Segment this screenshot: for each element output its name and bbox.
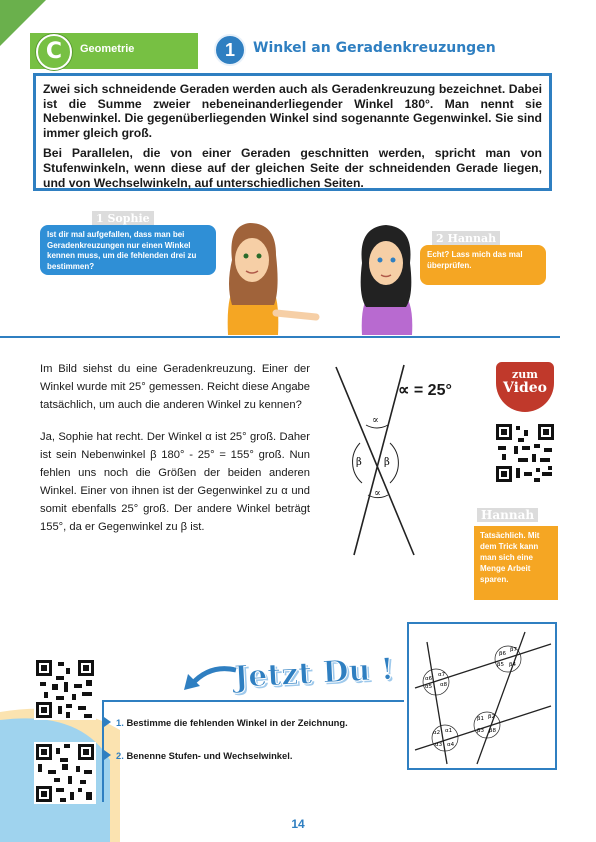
- angle-label-b7: β7: [510, 647, 518, 653]
- angle-label-b2: β2: [488, 714, 496, 720]
- angle-label-a4: α4: [447, 742, 455, 748]
- main-paragraph-1: Im Bild siehst du eine Geradenkreuzung. Einer der Winkel wurde mit 25° gemessen. Reicht diese Angabe tatsächlich, um auch die anderen Winkel zu kennen?: [40, 363, 310, 411]
- hannah-note: [474, 526, 558, 600]
- section-number: 1: [214, 34, 246, 66]
- sophie-speech-text: Ist dir mal aufgefallen, dass man bei Geradenkreuzungen nur einen Winkel kennen muss, um die fehlenden drei zu bestimmen?: [47, 230, 197, 271]
- section-title: Winkel an Geradenkreuzungen: [253, 40, 496, 56]
- angle-label-a6: α6: [425, 676, 433, 682]
- hannah-note-text: Tatsächlich. Mit dem Trick kann man sich eine Menge Arbeit sparen.: [480, 531, 540, 584]
- angle-label-a2: α2: [433, 730, 441, 736]
- task-1: [116, 717, 348, 728]
- sophie-speech-bubble: [40, 225, 216, 275]
- angle-label-b3: β3: [477, 728, 485, 734]
- angle-label-b6: β6: [499, 651, 507, 657]
- hannah-name-tag: 2 Hannah: [432, 231, 500, 246]
- intro-paragraph-1: Zwei sich schneidende Geraden werden auch als Geradenkreuzung bezeichnet. Dabei ist die Summe zweier nebeneinanderliegender Winkel 180°. Man nennt sie Nebenwinkel. Die gegenüberliegenden Winkel sind sogenannte Gegenwinkel. Sie sind immer gleich groß.: [43, 82, 542, 140]
- video-link-line1: zum: [512, 368, 538, 381]
- alpha-label-bottom: ∝: [374, 488, 381, 499]
- task-1-marker: [104, 717, 111, 727]
- task-2-number: 2.: [116, 750, 124, 761]
- main-text: [40, 360, 310, 550]
- angle-label-a3: α3: [435, 742, 443, 748]
- task-2-marker: [104, 750, 111, 760]
- qr-code-video[interactable]: [494, 422, 556, 484]
- video-link[interactable]: [496, 362, 554, 412]
- angle-label-b5: β5: [497, 662, 505, 668]
- angle-label-b8: β8: [489, 728, 497, 734]
- angle-label-a5: α5: [425, 684, 433, 690]
- hannah-note-tag: Hannah: [477, 508, 538, 522]
- video-link-line2: Video: [503, 380, 547, 396]
- qr-code-exercise-1[interactable]: [34, 658, 96, 720]
- angle-label-b1: β1: [477, 716, 485, 722]
- qr-code-exercise-2[interactable]: [34, 742, 96, 804]
- hannah-speech-bubble: [420, 245, 546, 285]
- chapter-label: Geometrie: [80, 43, 135, 55]
- exercise-figure: [407, 622, 557, 770]
- task-2-text: Benenne Stufen- und Wechselwinkel.: [126, 750, 293, 761]
- sophie-illustration: [228, 223, 316, 335]
- alpha-value: ∝ = 25°: [398, 382, 452, 399]
- angle-label-b4: β4: [509, 662, 517, 668]
- alpha-label-top: ∝: [372, 415, 379, 426]
- intro-box: [33, 73, 552, 191]
- beta-label-right: β: [384, 457, 390, 468]
- angle-label-a7: α7: [438, 672, 446, 678]
- task-2: [116, 750, 292, 761]
- exercise-heading: Jetzt Du !: [233, 651, 395, 696]
- sophie-name-tag: 1 Sophie: [92, 211, 154, 226]
- main-paragraph-2: Ja, Sophie hat recht. Der Winkel α ist 25° groß. Daher ist sein Nebenwinkel β 180° - 25° = 155° groß. Nun fehlen uns noch die Größen der beiden anderen Winkel. Einer von ihnen ist der Gegenwinkel zu α und somit ebenfalls 25° groß. Der andere Winkel beträgt 155°, da er Gegenwinkel zu β ist.: [40, 431, 310, 533]
- arrow-icon: [180, 660, 240, 696]
- hannah-speech-text: Echt? Lass mich das mal überprüfen.: [427, 250, 523, 270]
- task-1-number: 1.: [116, 717, 124, 728]
- page-number: 14: [291, 817, 305, 831]
- chapter-letter: C: [36, 34, 72, 70]
- angle-label-a1: α1: [445, 728, 453, 734]
- hannah-illustration: [361, 225, 413, 335]
- intro-paragraph-2: Bei Parallelen, die von einer Geraden geschnitten werden, spricht man von Stufenwinkeln, wenn diese auf der gleichen Seite der schneidenden Gerade liegen, und von Wechselwinkeln, auf unterschiedlichen Seiten.: [43, 146, 542, 190]
- beta-label-left: β: [356, 457, 362, 468]
- task-1-text: Bestimme die fehlenden Winkel in der Zeichnung.: [126, 717, 348, 728]
- angle-label-a8: α8: [440, 682, 448, 688]
